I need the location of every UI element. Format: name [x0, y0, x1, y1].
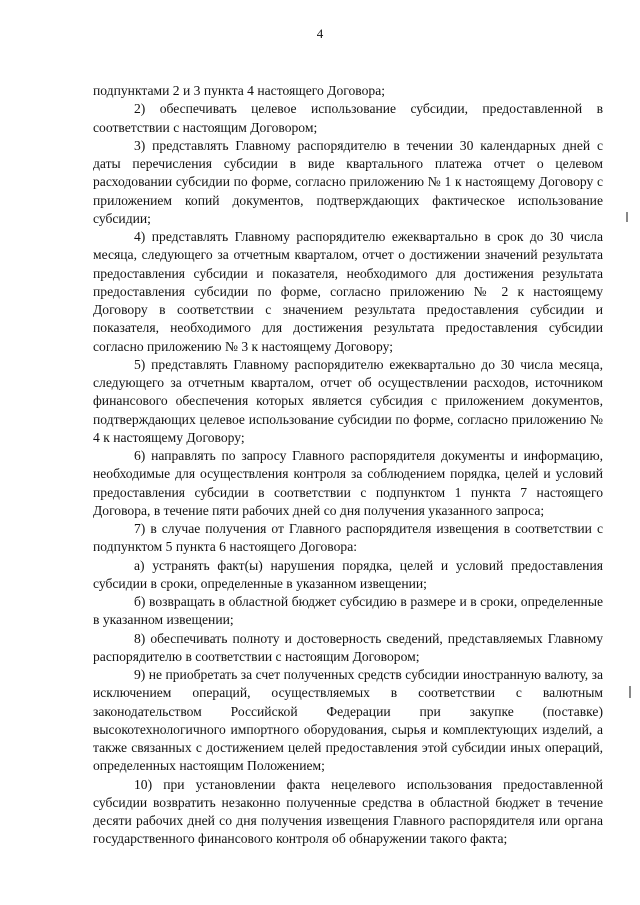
paragraph-subitem-a: а) устранять факт(ы) нарушения порядка, целей и условий предоставления субсидии в сроки, определенные в указанном извещении;: [93, 557, 603, 591]
paragraph-item-8: 8) обеспечивать полноту и достоверность сведений, представляемых Главному распорядителю в соответствии с настоящим Договором;: [93, 630, 603, 664]
paragraph-item-6: 6) направлять по запросу Главного распорядителя документы и информацию, необходимые для осуществления контроля за соблюдением порядка, целей и условий предоставления субсидии в соответствии с подпунктом 1 пункта 7 настоящего Договора, в течение пяти рабочих дней со дня получения указанного запроса;: [93, 448, 603, 518]
paragraph-item-9: 9) не приобретать за счет полученных средств субсидии иностранную валюту, за исключением операций, осуществляемых в соответствии с валютным законодательством Российской Федерации при закупке (поставке) высокотехнологичного импортного оборудования, сырья и комплектующих изделий, а также связанных с достижением целей предоставления этой субсидии иных операций, определенных настоящим Положением;: [93, 667, 603, 774]
paragraph-continuation: подпунктами 2 и 3 пункта 4 настоящего Договора;: [93, 83, 386, 98]
page-number: 4: [316, 26, 324, 41]
document-body: [93, 82, 603, 849]
paragraph-item-10: 10) при установлении факта нецелевого использования предоставленной субсидии возвратить незаконно полученные средства в областной бюджет в течение десяти рабочих дней со дня получения извещения Главного распорядителя или органа государственного финансового контроля об обнаружении такого факта;: [93, 776, 603, 847]
paragraph-subitem-b: б) возвращать в областной бюджет субсидию в размере и в сроки, определенные в указанном извещении;: [93, 594, 603, 628]
paragraph-item-3: 3) представлять Главному распорядителю в течении 30 календарных дней с даты перечисления субсидии в виде квартального платежа отчет о целевом расходовании субсидии по форме, согласно приложению № 1 к настоящему Договору с приложением копий документов, подтверждающих фактическое использование субсидии;: [93, 137, 603, 226]
scan-speck: [626, 212, 628, 222]
paragraph-item-5: 5) представлять Главному распорядителю ежеквартально до 30 числа месяца, следующего за отчетным кварталом, отчет об осуществлении расходов, источником финансового обеспечения которых является субсидия с приложением документов, подтверждающих целевое использование субсидии по форме, согласно приложению № 4 к настоящему Договору;: [93, 356, 603, 445]
paragraph-item-2: 2) обеспечивать целевое использование субсидии, предоставленной в соответствии с настоящим Договором;: [93, 101, 603, 135]
paragraph-item-4: 4) представлять Главному распорядителю ежеквартально в срок до 30 числа месяца, следующего за отчетным кварталом, отчет о достижении значений результата предоставления субсидии и показателя, необходимого для достижения результата предоставления субсидии по форме, согласно приложению № 2 к настоящему Договору в соответствии с значением результата предоставления субсидии и показателя, необходимого для достижения результата предоставления субсидии согласно приложению № 3 к настоящему Договору;: [93, 229, 603, 354]
scan-speck: [629, 686, 631, 698]
paragraph-item-7: 7) в случае получения от Главного распорядителя извещения в соответствии с подпунктом 5 пункта 6 настоящего Договора:: [93, 521, 603, 555]
